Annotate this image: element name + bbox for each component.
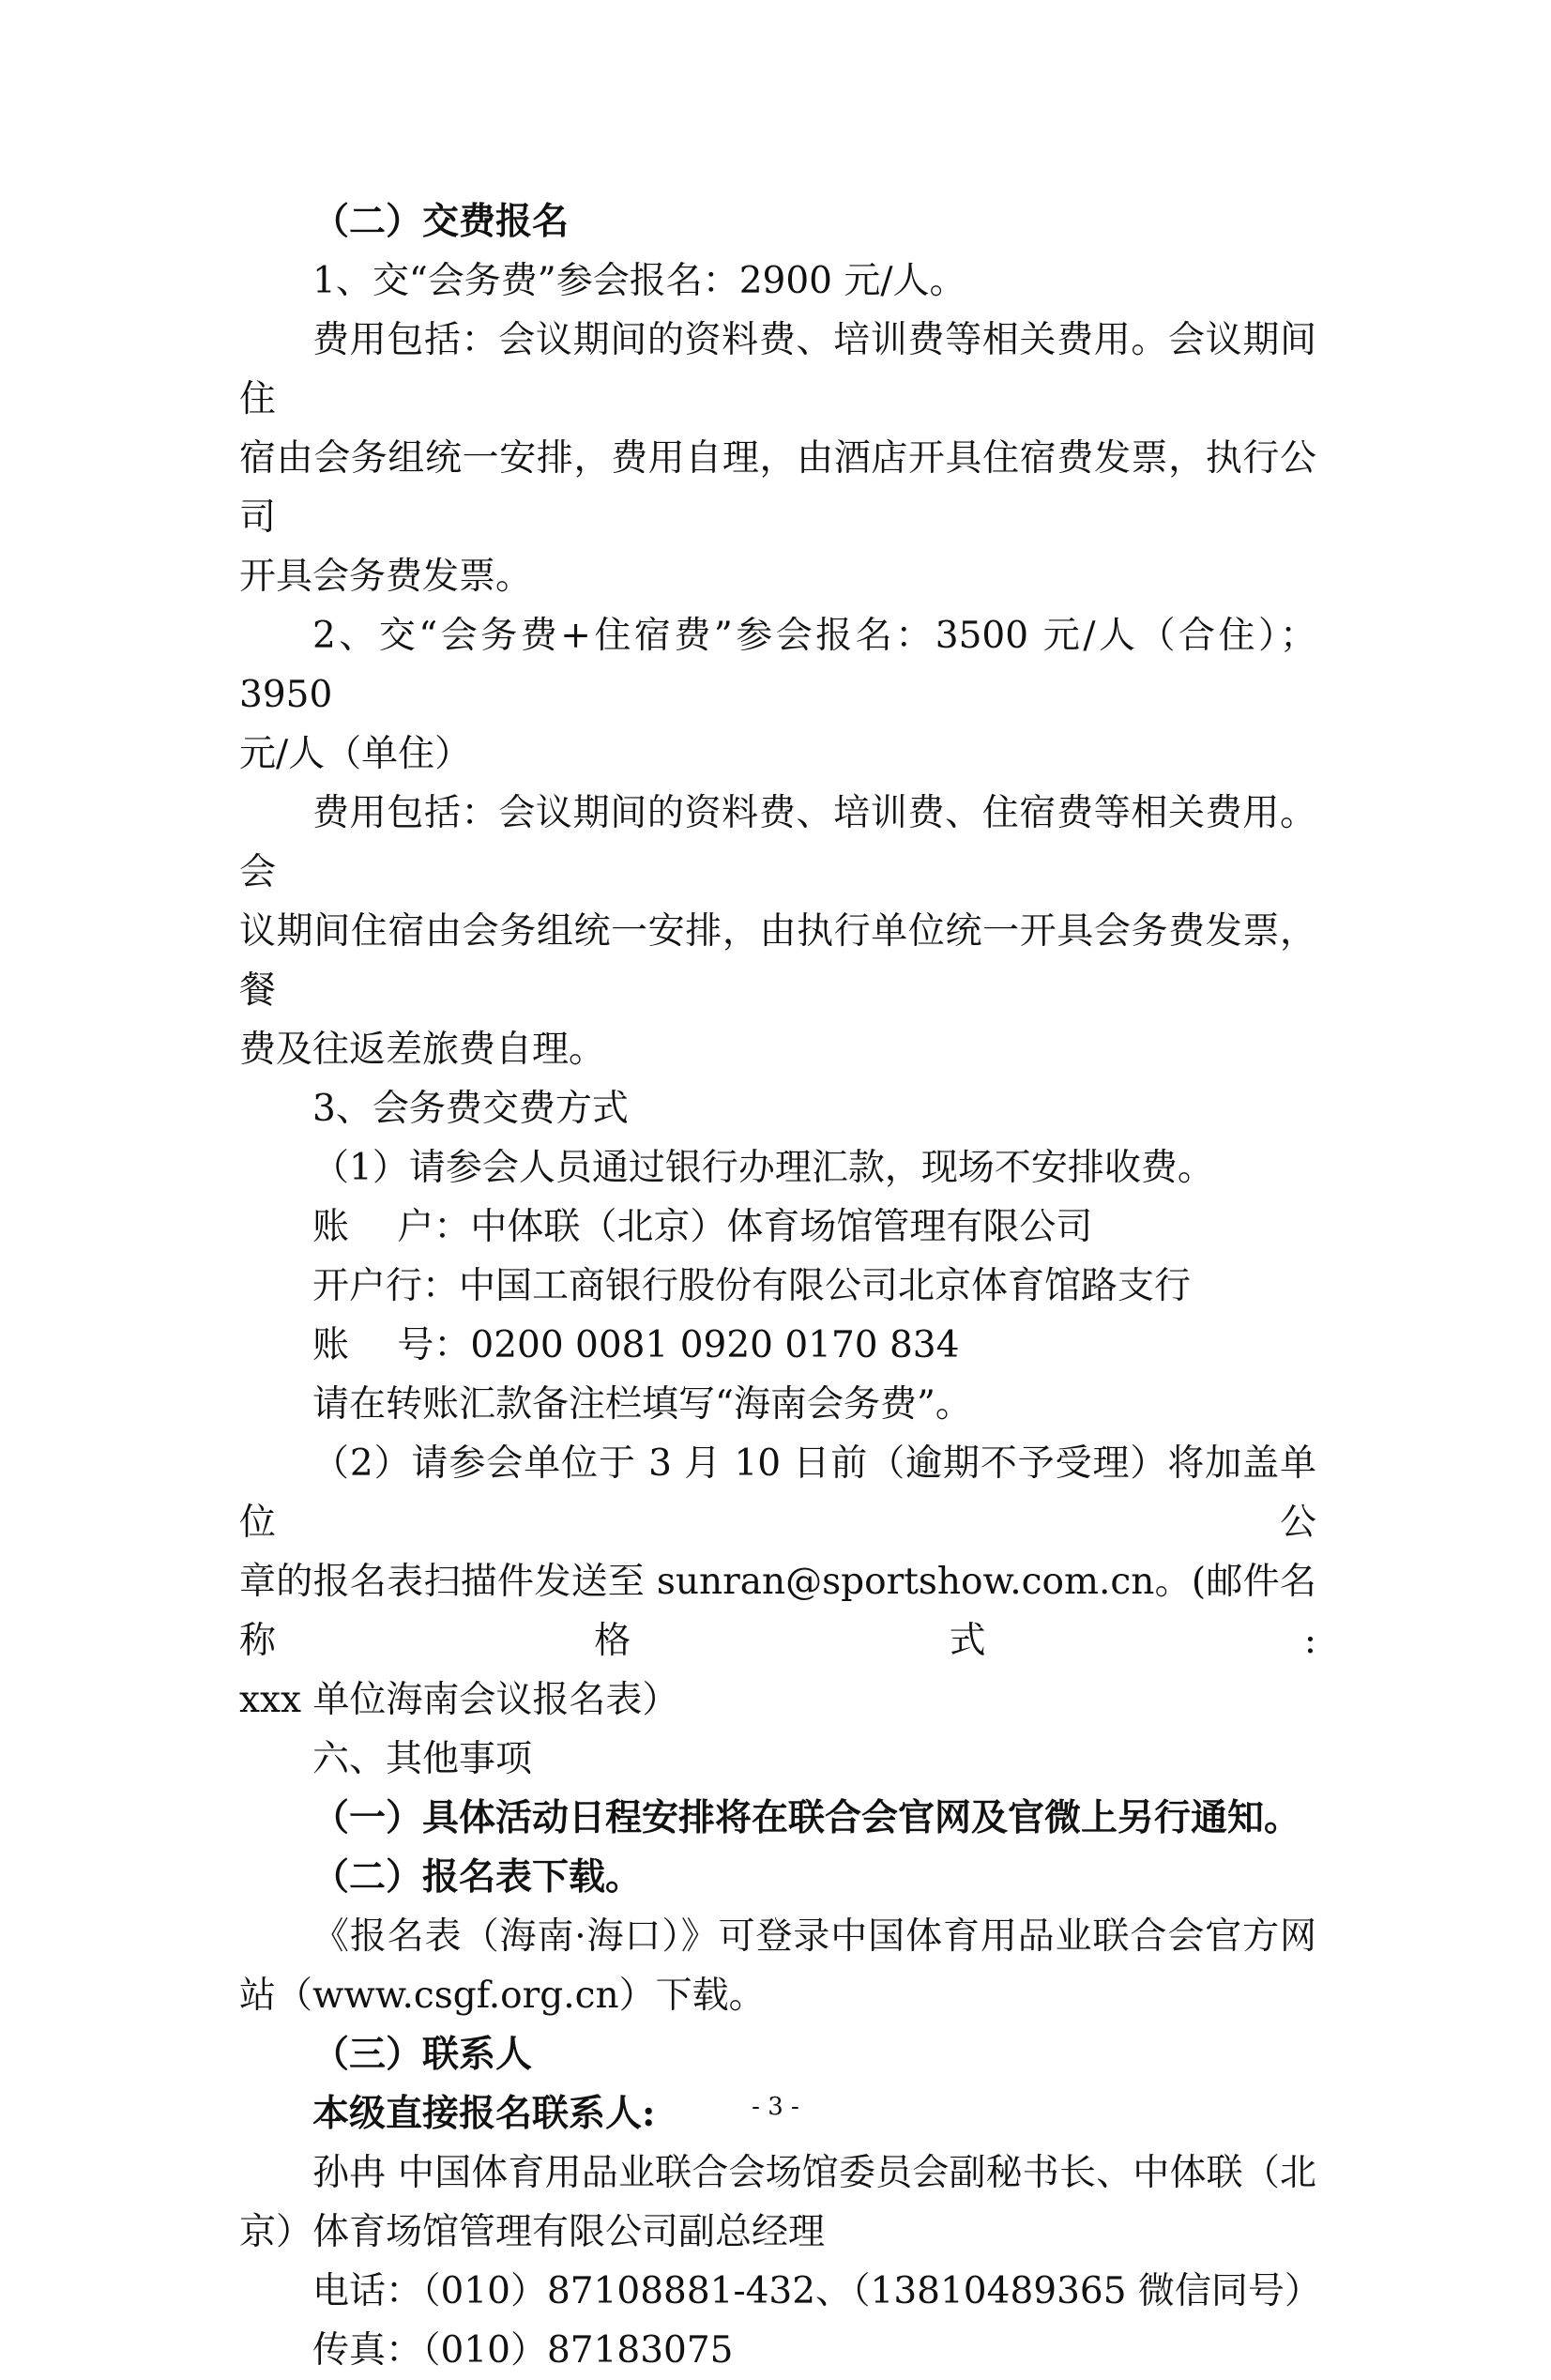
item1-text: 1、交“会务费”参会报名：2900 元/人。: [312, 260, 966, 302]
section6-item2: （二）报名表下载。: [312, 1855, 643, 1899]
item2-line: 元/人（单住）: [239, 733, 472, 775]
page-number: - 3 -: [752, 2093, 799, 2121]
item3-heading: 3、会务费交费方式: [312, 1088, 629, 1130]
section6-item2-detail-line: 站（www.csgf.org.cn）下载。: [239, 1975, 766, 2017]
section6-item2-detail-line: 《报名表（海南·海口）》可登录中国体育用品业联合会官方网: [312, 1915, 1316, 1958]
item1-detail-line: 宿由会务组统一安排，费用自理，由酒店开具住宿费发票，执行公司: [239, 437, 1316, 539]
contact-phone: 电话：（010）87108881-432、（13810489365 微信同号）: [312, 2270, 1321, 2312]
section6-item3: （三）联系人: [312, 2033, 533, 2076]
remark-text: 请在转账汇款备注栏填写“海南会务费”。: [312, 1383, 972, 1426]
item2-detail-line: 议期间住宿由会务组统一安排，由执行单位统一开具会务费发票，餐: [239, 910, 1316, 1012]
contact-person-line: 孙冉 中国体育用品业联合会场馆委员会副秘书长、中体联（北: [312, 2152, 1316, 2194]
item2-detail-line: 费及往返差旅费自理。: [239, 1029, 606, 1071]
contact-heading: 本级直接报名联系人:: [312, 2092, 656, 2135]
item3-sub2-line: （2）请参会单位于 3 月 10 日前（逾期不予受理）将加盖单位公: [239, 1442, 1316, 1544]
section6-heading: 六、其他事项: [312, 1738, 533, 1780]
bank-name: 开户行：中国工商银行股份有限公司北京体育馆路支行: [312, 1265, 1192, 1307]
item2-detail-line: 费用包括：会议期间的资料费、培训费、住宿费等相关费用。会: [239, 792, 1316, 893]
item3-sub2-line: xxx 单位海南会议报名表）: [239, 1679, 679, 1721]
item1-detail-line: 开具会务费发票。: [239, 556, 533, 598]
account-number: 账 号：0200 0081 0920 0170 834: [312, 1324, 960, 1366]
fee-heading: （二）交费报名: [312, 200, 570, 243]
item3-sub2-line: 章的报名表扫描件发送至 sunran@sportshow.com.cn。(邮件名称格式:: [239, 1561, 1316, 1662]
item3-sub1: （1）请参会人员通过银行办理汇款，现场不安排收费。: [312, 1147, 1214, 1189]
item1-detail-line: 费用包括：会议期间的资料费、培训费等相关费用。会议期间住: [239, 319, 1316, 420]
account-name: 账 户：中体联（北京）体育场馆管理有限公司: [312, 1206, 1093, 1248]
section6-item1: （一）具体活动日程安排将在联合会官网及官微上另行通知。: [312, 1796, 1301, 1839]
contact-person-line: 京）体育场馆管理有限公司副总经理: [239, 2211, 826, 2253]
item2-line: 2、交“会务费+住宿费”参会报名：3500 元/人（合住）；3950: [239, 615, 1316, 716]
contact-fax: 传真：（010）87183075: [312, 2329, 734, 2372]
